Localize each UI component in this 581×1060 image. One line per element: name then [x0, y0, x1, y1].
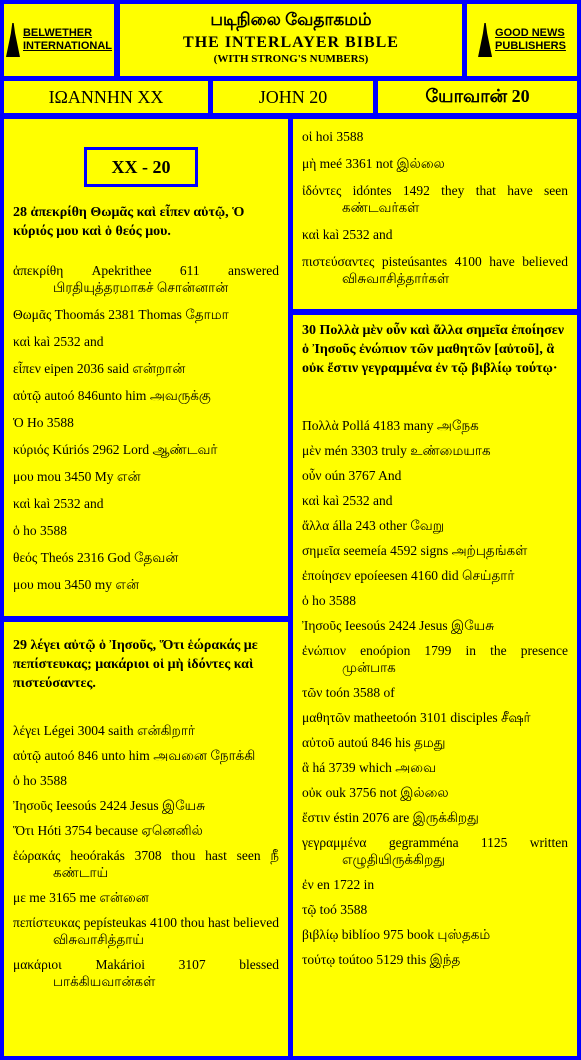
word-entry: λέγει Légei 3004 saith என்கிறார் [13, 723, 195, 738]
right-logo-line1: GOOD NEWS [495, 27, 565, 39]
verse29-panel [4, 622, 288, 1056]
word-entry: γεγραμμένα gegramména 1125 written எழுதியிருக்கிறது [302, 835, 568, 867]
verse29-cont-words [302, 128, 568, 297]
title-sub: (WITH STRONG'S NUMBERS) [213, 53, 369, 65]
word-entry: θεός Theós 2316 God தேவன் [13, 550, 179, 565]
book-english: JOHN 20 [213, 81, 373, 113]
word-entry: κύριός Kúriós 2962 Lord ஆண்டவர் [13, 442, 218, 457]
word-entry: ἔστιν éstin 2076 are இருக்கிறது [302, 810, 479, 825]
word-entry: οὖν oún 3767 And [302, 468, 402, 483]
figure-icon [478, 23, 492, 57]
chapter-label: XX - 20 [84, 147, 198, 187]
good-news-logo [467, 4, 577, 76]
word-entry: μαθητῶν matheetoón 3101 disciples சீஷர் [302, 710, 531, 725]
word-entry: οἱ hoi 3588 [302, 129, 364, 144]
word-entry: μου mou 3450 my என் [13, 577, 140, 592]
title-block [120, 4, 462, 76]
left-logo-line1: BELWETHER [22, 27, 93, 39]
word-entry: αὐτῷ autoó 846unto him அவருக்கு [13, 388, 211, 403]
verse30-panel [293, 315, 577, 1056]
word-entry: ὁ ho 3588 [13, 773, 67, 788]
verse30-words [302, 417, 568, 976]
book-tamil: யோவான் 20 [378, 81, 577, 113]
word-entry: ὁ ho 3588 [13, 523, 67, 538]
word-entry: τούτῳ toútoo 5129 this இந்த [302, 952, 461, 967]
word-entry: με me 3165 me என்னை [13, 890, 149, 905]
verse28-text: 28 ἀπεκρίθη Θωμᾶς καὶ εἶπεν αὐτῷ, Ὁ κύριός μου καὶ ὁ θεός μου. [13, 205, 245, 239]
book-greek: ΙΩΑΝΝΗΝ XX [4, 81, 208, 113]
verse28-panel [4, 119, 288, 616]
word-entry: βιβλίῳ biblíoo 975 book புஸ்தகம் [302, 927, 491, 942]
word-entry: εἶπεν eipen 2036 said என்றான் [13, 361, 186, 376]
title-tamil: படிநிலை வேதாகமம் [210, 10, 372, 29]
word-entry: ὁ ho 3588 [302, 593, 356, 608]
verse29-words [13, 722, 279, 998]
word-entry: αὐτοῦ autoú 846 his தமது [302, 735, 446, 750]
word-entry: ἐνώπιον enoópion 1799 in the presence முன்பாக [302, 643, 568, 675]
title-main: THE INTERLAYER BIBLE [183, 34, 399, 51]
verse29-cont-panel [293, 119, 577, 309]
word-entry: οὐκ ouk 3756 not இல்லை [302, 785, 449, 800]
word-entry: τῷ toó 3588 [302, 902, 368, 917]
word-entry: μακάριοι Makárioi 3107 blessed பாக்கியவான்கள் [13, 957, 279, 989]
verse28-words [13, 262, 279, 603]
word-entry: καὶ kaì 2532 and [302, 227, 393, 242]
word-entry: σημεῖα seemeía 4592 signs அற்புதங்கள் [302, 543, 528, 558]
word-entry: μὲν mén 3303 truly உண்மையாக [302, 443, 491, 458]
word-entry: ἑώρακάς heoórakás 3708 thou hast seen நீ கண்டாய் [13, 848, 279, 880]
belwether-logo [4, 4, 114, 76]
word-entry: πιστεύσαντες pisteúsantes 4100 have believed விசுவாசித்தார்கள் [302, 254, 568, 286]
word-entry: ἰδόντες idóntes 1492 they that have seen கண்டவர்கள் [302, 183, 568, 215]
right-logo-line2: PUBLISHERS [495, 40, 566, 52]
word-entry: Θωμᾶς Thoomás 2381 Thomas தோமா [13, 307, 229, 322]
word-entry: Ὅτι Hóti 3754 because ஏனெனில் [13, 823, 203, 838]
word-entry: Πολλὰ Pollá 4183 many அநேக [302, 418, 479, 433]
word-entry: Ἰησοῦς Ieesoús 2424 Jesus இயேசு [13, 798, 206, 813]
word-entry: τῶν toón 3588 of [302, 685, 395, 700]
left-logo-line2: INTERNATIONAL [22, 40, 112, 52]
word-entry: καὶ kaì 2532 and [302, 493, 393, 508]
word-entry: ἐποίησεν epoíeesen 4160 did செய்தார் [302, 568, 515, 583]
word-entry: Ὁ Ho 3588 [13, 415, 74, 430]
verse30-text: 30 Πολλὰ μὲν οὖν καὶ ἄλλα σημεῖα ἐποίησεν ὁ Ἰησοῦς ἐνώπιον τῶν μαθητῶν [αὐτοῦ], ἃ οὐκ ἔστιν γεγραμμένα ἐν τῷ βιβλίῳ τούτῳ· [302, 323, 564, 376]
figure-icon [6, 23, 20, 57]
word-entry: ἄλλα álla 243 other வேறு [302, 518, 445, 533]
word-entry: μου mou 3450 My என் [13, 469, 141, 484]
verse29-text: 29 λέγει αὐτῷ ὁ Ἰησοῦς, Ὅτι ἑώρακάς με πεπίστευκας; μακάριοι οἱ μὴ ἰδόντες καὶ πιστεύσαντες. [13, 638, 258, 691]
word-entry: καὶ kaì 2532 and [13, 496, 104, 511]
word-entry: ἐν en 1722 in [302, 877, 375, 892]
word-entry: Ἰησοῦς Ieesoús 2424 Jesus இயேசு [302, 618, 495, 633]
word-entry: μὴ meé 3361 not இல்லை [302, 156, 445, 171]
word-entry: αὐτῷ autoó 846 unto him அவனை நோக்கி [13, 748, 256, 763]
word-entry: καὶ kaì 2532 and [13, 334, 104, 349]
word-entry: ἀπεκρίθη Apekrithee 611 answered பிரதியுத்தரமாகச் சொன்னான் [13, 263, 279, 295]
word-entry: πεπίστευκας pepísteukas 4100 thou hast believed விசுவாசித்தாய் [13, 915, 279, 947]
word-entry: ἃ há 3739 which அவை [302, 760, 437, 775]
